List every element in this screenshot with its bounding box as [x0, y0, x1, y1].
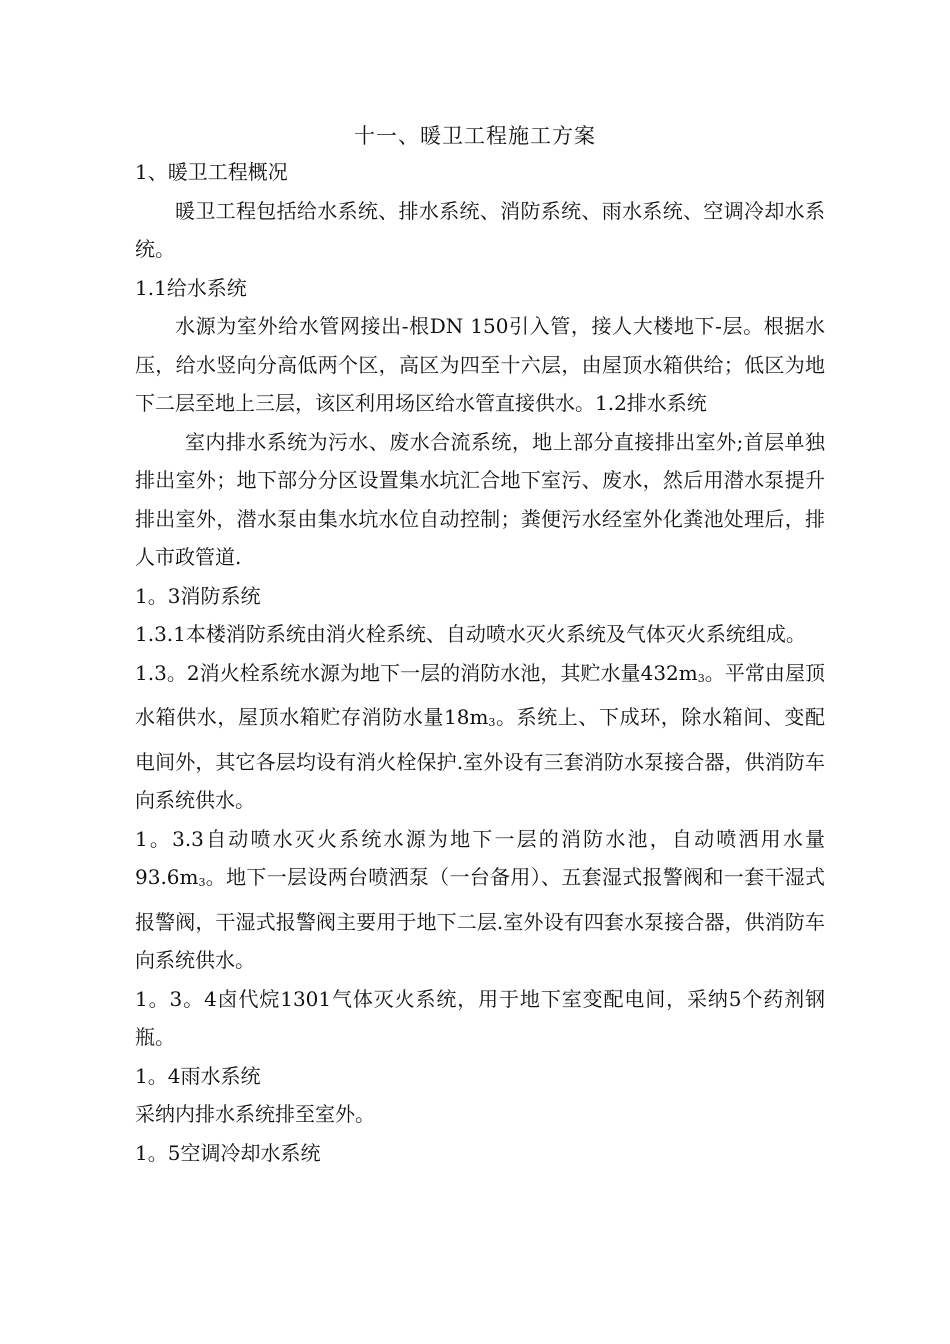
- unit-subscript: 3: [488, 716, 496, 729]
- page-title: 十一、暖卫工程施工方案: [354, 124, 596, 148]
- section-heading-1-5: 1。5空调冷却水系统: [135, 1140, 321, 1165]
- paragraph-water-supply: 水源为室外给水管网接出-根DN 150引入管，接人大楼地下-层。根据水压，给水竖向分高低两个区，高区为四至十六层，由屋顶水箱供给；低区为地下二层至地上三层，该区利用场区给水管直接供水。1.2排水系统: [135, 314, 825, 415]
- text-segment: 。平常由屋顶水箱供水，屋顶水箱贮存消防水量18m: [135, 660, 826, 729]
- text-segment: 1。3.3自动喷水灭火系统水源为地下一层的消防水池，自动喷洒用水量93.6m: [135, 826, 825, 889]
- section-heading-1: 1、暖卫工程概况: [135, 160, 288, 184]
- unit-subscript: 3: [697, 671, 705, 685]
- paragraph-overview: 暖卫工程包括给水系统、排水系统、消防系统、雨水系统、空调冷却水系统。: [135, 198, 825, 261]
- text-segment: 。系统上、下成环，除水箱间、变配电间外，其它各层均设有消火栓保护.室外设有三套消防水泵接合器，供消防车向系统供水。: [135, 705, 825, 812]
- text-segment: 。地下一层设两台喷洒泵（一台备用）、五套湿式报警阀和一套干湿式报警阀，干湿式报警阀主要用于地下二层.室外设有四套水泵接合器，供消防车向系统供水。: [135, 865, 825, 972]
- paragraph-fire-1-3-1: 1.3.1本楼消防系统由消火栓系统、自动喷水灭火系统及气体灭火系统组成。: [135, 622, 806, 646]
- paragraph-rainwater: 采纳内排水系统排至室外。: [135, 1102, 375, 1126]
- paragraph-fire-1-3-4: 1。3。4卤代烷1301气体灭火系统，用于地下室变配电间，采纳5个药剂钢瓶。: [135, 986, 825, 1049]
- section-heading-1-4: 1。4雨水系统: [135, 1063, 261, 1088]
- section-heading-1-1: 1.1给水系统: [135, 275, 247, 300]
- paragraph-drainage: 室内排水系统为污水、废水合流系统，地上部分直接排出室外;首层单独排出室外；地下部分分区设置集水坑汇合地下室污、废水，然后用潜水泵提升排出室外，潜水泵由集水坑水位自动控制；粪便污水经室外化粪池处理后，排人市政管道.: [135, 429, 825, 569]
- paragraph-fire-1-3-2: [135, 654, 825, 820]
- text-segment: 1.3。2消火栓系统水源为地下一层的消防水池，其贮水量432m: [135, 660, 698, 685]
- section-heading-1-3: 1。3消防系统: [135, 583, 261, 608]
- unit-subscript: 3: [198, 876, 206, 889]
- paragraph-fire-1-3-3: [135, 820, 825, 980]
- document-body: [135, 153, 825, 1172]
